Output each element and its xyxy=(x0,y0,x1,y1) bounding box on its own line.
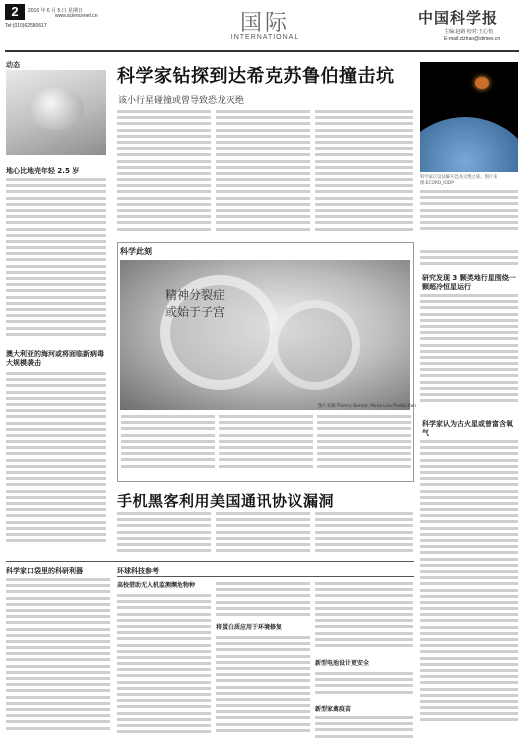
subhead-protein: 将蛋白质应用于环境修复 xyxy=(216,624,283,631)
feature-body-col3 xyxy=(317,415,411,477)
phone-number: Tel:(010)62580617 xyxy=(5,23,47,29)
lead-body-col1 xyxy=(117,110,211,238)
article-body-earth-core xyxy=(6,178,106,348)
asteroid-impact-illustration xyxy=(420,62,518,172)
asteroid-image-caption: 科学家正设法解开恐龙灭绝之谜。图片来源:ECORD_IODP xyxy=(420,175,498,186)
photo-credit: 图片来源:Thierry Berrod, Mona Lisa Production xyxy=(318,404,416,409)
middle-headline: 手机黑客利用美国通讯协议漏洞 xyxy=(117,492,335,510)
headline-earth-core: 地心比地壳年轻 2.5 岁 xyxy=(6,167,80,175)
editor-email[interactable]: E-mail:zlzhao@stimes.cn xyxy=(444,36,501,42)
tech-reference-rule xyxy=(117,576,414,577)
article-body-battery xyxy=(315,672,413,702)
subhead-battery: 新型电池设计更安全 xyxy=(315,660,370,667)
lead-body-col3 xyxy=(315,110,413,238)
feature-body-col2 xyxy=(219,415,313,477)
newspaper-logo: 中国科学报 xyxy=(418,9,499,27)
headline-pocket-tools: 科学家口袋里的科研利器 xyxy=(6,567,83,575)
cell-microscopy-photo xyxy=(120,260,410,410)
feature-body-col1 xyxy=(121,415,215,477)
article-body-col3-top xyxy=(315,582,413,656)
article-body-pocket-tools xyxy=(6,578,110,742)
news-photo-left xyxy=(6,70,106,155)
section-title-en: INTERNATIONAL xyxy=(230,34,300,41)
subhead-drones: 高校借助无人机监测濒危物种 xyxy=(117,582,196,589)
photo-overlay-title: 精神分裂症 或始于子宫 xyxy=(165,288,226,319)
lead-headline: 科学家钻探到达希克苏鲁伯撞击坑 xyxy=(117,66,395,87)
headline-trappist: 研究发现 3 颗类地行星围绕一颗超冷恒星运行 xyxy=(422,274,516,291)
article-body-virus xyxy=(6,372,106,552)
column-label: 动态 xyxy=(6,61,20,69)
headline-virus: 澳大利亚的海河或将面临新病毒大规模袭击 xyxy=(6,350,104,367)
article-body-vaccine xyxy=(315,716,413,742)
tech-reference-label: 环球科技参考 xyxy=(117,567,159,575)
article-body-trappist xyxy=(420,294,518,414)
lead-body-col4 xyxy=(420,190,518,240)
headline-mars-oxygen: 科学家认为古火星或曾富含氧气 xyxy=(422,420,513,437)
subhead-vaccine: 新型家禽疫苗 xyxy=(315,706,352,713)
right-body-top xyxy=(420,250,518,268)
lead-subheadline: 该小行星碰撞或曾导致恐龙灭绝 xyxy=(118,96,245,106)
middle-body-col1 xyxy=(117,512,211,560)
middle-body-col3 xyxy=(315,512,413,560)
article-body-mars xyxy=(420,440,518,740)
editor-credit: 主编:赵路 校对:王心怡 xyxy=(444,29,494,35)
article-body-col2-top xyxy=(216,582,310,620)
feature-box-label: 科学此刻 xyxy=(120,247,152,256)
bottom-divider xyxy=(6,561,414,562)
website-link[interactable]: www.sciencenet.cn xyxy=(55,13,98,19)
section-title: 国际 xyxy=(239,11,290,36)
article-body-protein xyxy=(216,636,310,742)
article-body-drones xyxy=(117,594,211,742)
lead-body-col2 xyxy=(216,110,310,238)
header-divider xyxy=(5,50,519,52)
issue-date: 2016 年 6 月 5 日 星期日 xyxy=(28,8,84,14)
page-header xyxy=(0,0,524,52)
middle-body-col2 xyxy=(216,512,310,560)
page-number: 2 xyxy=(5,4,25,20)
